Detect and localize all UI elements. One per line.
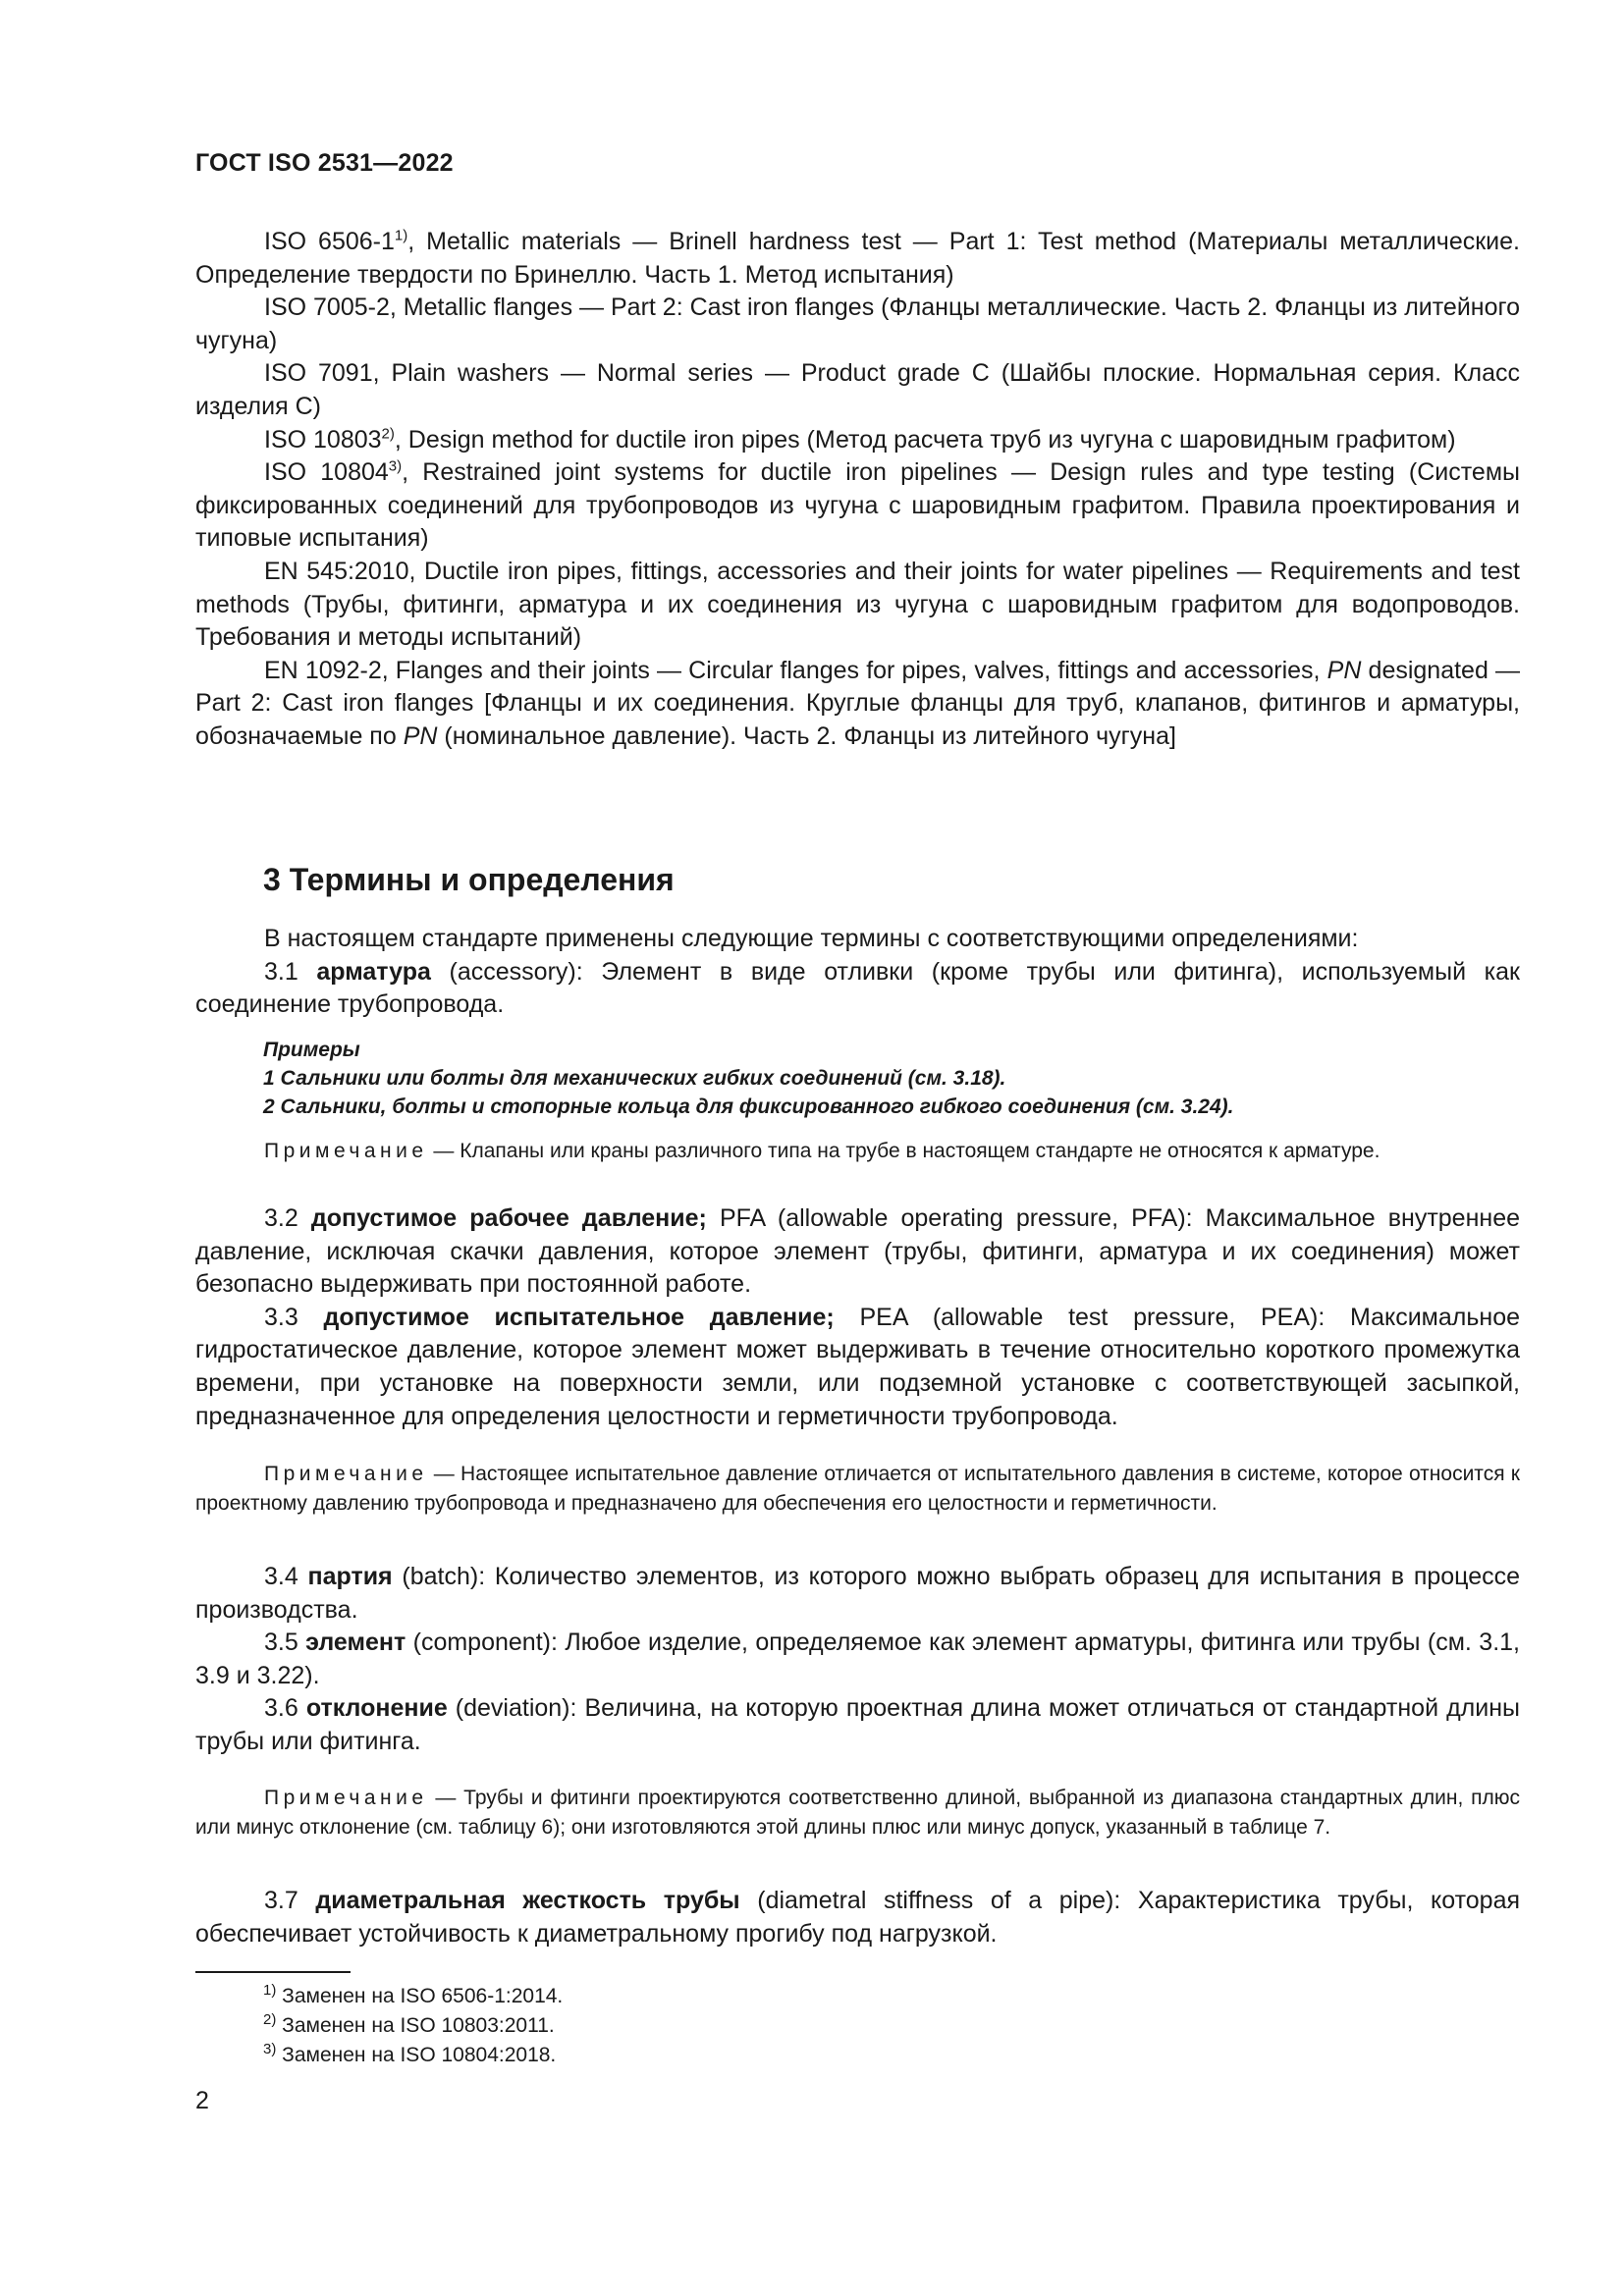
- reference-iso-7005-2: ISO 7005-2, Metallic flanges — Part 2: Cast iron flanges (Фланцы металлические. Часть 2. Фланцы из литейного чугуна): [195, 294, 1520, 354]
- section-title: 3 Термины и определения: [263, 862, 675, 897]
- reference-iso-10803: ISO 10803$^{2)}$, Design method for ductile iron pipes (Метод расчета труб из чугуна с шаровидным графитом): [264, 425, 1456, 454]
- note-label: Примечание: [264, 1140, 428, 1162]
- term-3-7: 3.7 диаметральная жесткость трубы (diametral stiffness of a pipe): Характеристика трубы, которая обеспечивает устойчивость к диаметральному прогибу под нагрузкой.: [195, 1887, 1521, 1948]
- references-block: [195, 226, 1520, 754]
- footnote-divider: [195, 1971, 351, 1973]
- term-3-6: 3.6 отклонение (deviation): Величина, на которую проектная длина может отличаться от стандартной длины трубы или фитинга.: [195, 1694, 1520, 1755]
- intro-paragraph: В настоящем стандарте применены следующие термины с соответствующими определениями:: [264, 925, 1359, 952]
- running-header: ГОСТ ISO 2531—2022: [195, 149, 454, 177]
- definitions-intro: [195, 923, 1520, 1022]
- term-3-5: 3.5 элемент (component): Любое изделие, определяемое как элемент арматуры, фитинга или трубы (см. 3.1, 3.9 и 3.22).: [195, 1629, 1520, 1689]
- note-3-3: Примечание — Настоящее испытательное давление отличается от испытательного давления в системе, которое относится к проектному давлению трубопровода и предназначено для обеспечения его целостности и герметичности.: [195, 1463, 1520, 1515]
- note-label: Примечание: [264, 1463, 428, 1485]
- reference-iso-10804: ISO 10804$^{3)}$, Restrained joint systems for ductile iron pipelines — Design rules and type testing (Системы фиксированных соединений для трубопроводов из чугуна с шаровидным графитом. Правила проектирования и типовые испытания): [195, 457, 1520, 553]
- examples-heading: Примеры: [263, 1039, 360, 1061]
- term-3-3: 3.3 допустимое испытательное давление; PEA (allowable test pressure, PEA): Максимальное гидростатическое давление, которое элемент может выдерживать в течение относительно короткого промежутка времени, при установке на поверхности земли, или подземной установке с соответствующей засыпкой, предназначенное для определения целостности и герметичности трубопровода.: [195, 1303, 1521, 1430]
- reference-iso-6506-1: ISO 6506-1$^{1)}$, Metallic materials — Brinell hardness test — Part 1: Test method (Материалы металлические. Определение твердости по Бринеллю. Часть 1. Метод испытания): [195, 227, 1520, 289]
- reference-iso-7091: ISO 7091, Plain washers — Normal series — Product grade C (Шайбы плоские. Нормальная серия. Класс изделия C): [195, 359, 1520, 420]
- examples-block: [263, 1036, 1520, 1121]
- definitions-3-4-3-6: [195, 1561, 1520, 1759]
- term-3-1: 3.1 арматура (accessory): Элемент в виде отливки (кроме трубы или фитинга), используемый как соединение трубопровода.: [195, 957, 1520, 1019]
- page-number: 2: [195, 2087, 209, 2114]
- note-3-1: Примечание — Клапаны или краны различного типа на трубе в настоящем стандарте не относятся к арматуре.: [264, 1140, 1380, 1162]
- example-item: 1 Сальники или болты для механических гибких соединений (см. 3.18).: [263, 1067, 1006, 1090]
- reference-en-1092-2: EN 1092-2, Flanges and their joints — Circular flanges for pipes, valves, fittings and accessories, PN designated — Part 2: Cast iron flanges [Фланцы и их соединения. Круглые фланцы для труб, клапанов, фитингов и арматуры, обозначаемые по PN (номинальное давление). Часть 2. Фланцы из литейного чугуна]: [195, 656, 1521, 750]
- reference-en-545: EN 545:2010, Ductile iron pipes, fittings, accessories and their joints for water pipelines — Requirements and test methods (Трубы, фитинги, арматура и их соединения из чугуна с шаровидным графитом для водопроводов. Требования и методы испытаний): [195, 557, 1520, 652]
- term-3-4: 3.4 партия (batch): Количество элементов, из которого можно выбрать образец для испытания в процессе производства.: [195, 1563, 1521, 1624]
- example-item: 2 Сальники, болты и стопорные кольца для фиксированного гибкого соединения (см. 3.24).: [263, 1095, 1234, 1118]
- footnotes: [263, 1982, 563, 2070]
- term-3-2: 3.2 допустимое рабочее давление; PFA (allowable operating pressure, PFA): Максимальное внутреннее давление, исключая скачки давления, которое элемент (трубы, фитинги, арматура и их соединения) может безопасно выдерживать при постоянной работе.: [195, 1204, 1521, 1299]
- note-3-6: Примечание — Трубы и фитинги проектируются соответственно длиной, выбранной из диапазона стандартных длин, плюс или минус отклонение (см. таблицу 6); они изготовляются этой длины плюс или минус допуск, указанный в таблице 7.: [195, 1787, 1520, 1839]
- footnote-item: $^{1)}$ Заменен на ISO 6506-1:2014.: [263, 1982, 564, 2007]
- definitions-3-2-3-3: [195, 1202, 1520, 1433]
- footnote-item: $^{2)}$ Заменен на ISO 10803:2011.: [263, 2011, 555, 2037]
- footnote-item: $^{3)}$ Заменен на ISO 10804:2018.: [263, 2041, 557, 2066]
- note-label: Примечание: [264, 1787, 428, 1809]
- definition-3-7: [195, 1885, 1520, 1950]
